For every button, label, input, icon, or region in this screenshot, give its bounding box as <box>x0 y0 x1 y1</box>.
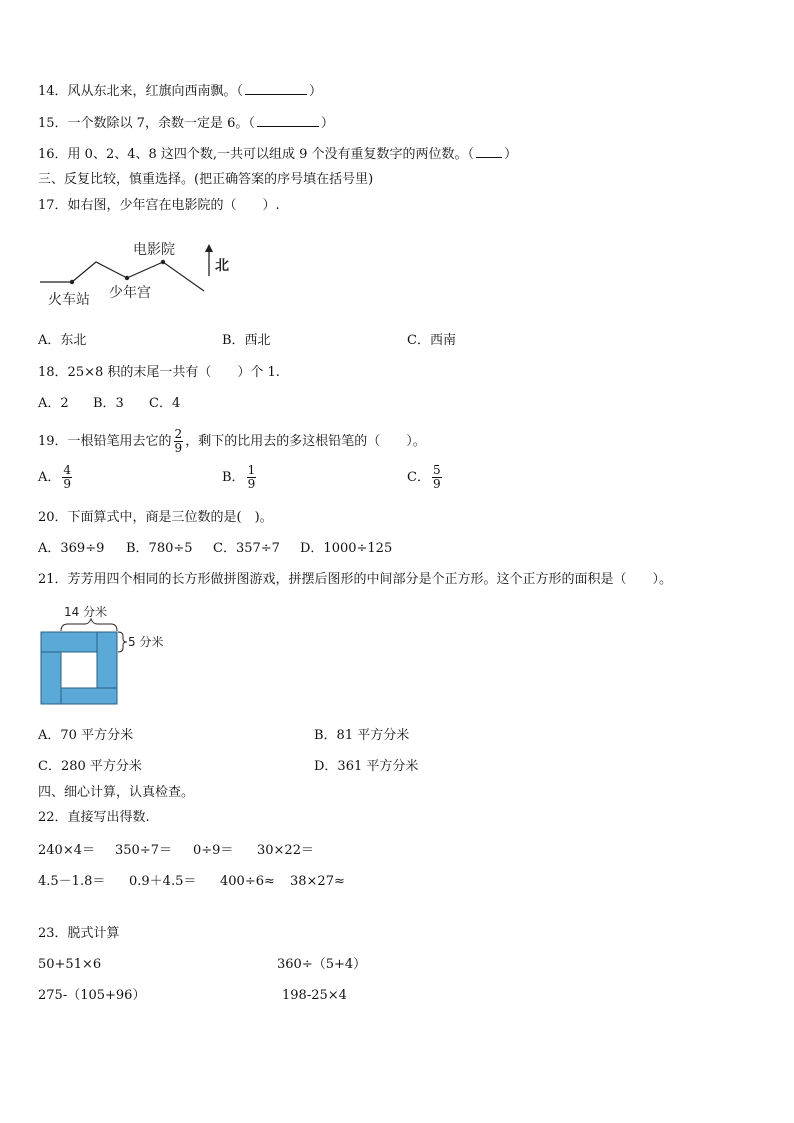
answer-blank[interactable] <box>476 145 502 158</box>
q19-option-b[interactable] <box>222 464 258 492</box>
q15-close: ） <box>320 116 334 131</box>
q18-option-b[interactable]: B．3 <box>93 396 124 411</box>
palace-dot <box>125 276 129 280</box>
q19-stem-suffix: ，剩下的比用去的多这根铅笔的（ ）。 <box>185 434 426 449</box>
north-arrow-icon <box>205 244 213 252</box>
calc-item: 360÷（5+4） <box>277 957 367 972</box>
cinema-dot <box>161 260 165 264</box>
calc-item: 50+51×6 <box>38 957 102 972</box>
question-22-stem: 22．直接写出得数. <box>38 810 150 825</box>
answer-blank[interactable] <box>245 82 307 95</box>
fraction-denominator: 9 <box>247 477 256 491</box>
length-brace <box>61 619 117 631</box>
q20-option-d[interactable]: D．1000÷125 <box>300 541 393 556</box>
width-brace <box>118 632 127 652</box>
q20-option-a[interactable]: A．369÷9 <box>38 541 105 556</box>
palace-label: 少年宫 <box>109 285 151 301</box>
section-4-heading: 四、细心计算，认真检查。 <box>38 785 195 800</box>
option-label: B． <box>222 470 245 485</box>
q20-option-b[interactable]: B．780÷5 <box>126 541 193 556</box>
option-fraction <box>62 464 72 491</box>
q17-option-b[interactable]: B．西北 <box>222 333 271 348</box>
section-3-heading: 三、反复比较，慎重选择。(把正确答案的序号填在括号里) <box>38 172 374 187</box>
q19-option-c[interactable] <box>407 464 444 492</box>
fraction-numerator: 2 <box>174 427 183 441</box>
question-18-stem: 18．25×8 积的末尾一共有（ ）个 1. <box>38 365 280 380</box>
calc-item: 30×22＝ <box>257 843 314 858</box>
question-14 <box>38 82 322 101</box>
direction-map-figure <box>36 234 246 314</box>
q14-text: 14．风从东北来，红旗向西南飘。（ <box>38 84 244 99</box>
question-16 <box>38 145 517 164</box>
square-puzzle-figure <box>36 602 186 708</box>
width-label: 5 分米 <box>128 635 164 649</box>
question-17-stem: 17．如右图，少年宫在电影院的（ ）. <box>38 198 280 213</box>
fraction-numerator: 4 <box>63 463 72 477</box>
fraction-numerator: 5 <box>432 463 441 477</box>
center-square <box>61 652 97 688</box>
q21-option-d[interactable]: D．361 平方分米 <box>314 759 419 774</box>
question-23-stem: 23．脱式计算 <box>38 926 120 941</box>
cinema-label: 电影院 <box>133 242 175 258</box>
option-label: A． <box>38 470 61 485</box>
station-label: 火车站 <box>48 292 90 308</box>
q16-close: ） <box>504 147 518 162</box>
q18-option-c[interactable]: C．4 <box>149 396 181 411</box>
rectangle-left <box>41 652 61 704</box>
question-21-stem: 21．芳芳用四个相同的长方形做拼图游戏，拼摆后图形的中间部分是个正方形。这个正方形的面积是（ ）。 <box>38 572 673 587</box>
fraction-denominator: 9 <box>174 441 183 455</box>
calc-item: 0÷9＝ <box>193 843 234 858</box>
q19-option-a[interactable] <box>38 464 74 492</box>
question-19-stem <box>38 428 426 456</box>
calc-item: 198-25×4 <box>282 988 347 1003</box>
question-15 <box>38 114 334 133</box>
calc-item: 350÷7＝ <box>115 843 172 858</box>
option-fraction <box>432 464 442 491</box>
fraction-denominator: 9 <box>63 477 72 491</box>
calc-item: 240×4＝ <box>38 843 95 858</box>
q14-close: ） <box>309 84 323 99</box>
calc-item: 275-（105+96） <box>38 988 146 1003</box>
q19-fraction <box>174 428 184 455</box>
q17-option-c[interactable]: C．西南 <box>407 333 456 348</box>
calc-item: 4.5－1.8＝ <box>38 874 106 889</box>
q21-option-b[interactable]: B．81 平方分米 <box>314 728 410 743</box>
fraction-denominator: 9 <box>432 477 441 491</box>
calc-item: 38×27≈ <box>290 874 345 889</box>
q19-stem-prefix: 19．一根铅笔用去它的 <box>38 434 172 449</box>
rectangle-bottom <box>61 688 117 704</box>
question-20-stem: 20．下面算式中，商是三位数的是( )。 <box>38 510 273 525</box>
q20-option-c[interactable]: C．357÷7 <box>213 541 280 556</box>
north-label: 北 <box>215 258 229 274</box>
calc-item: 0.9＋4.5＝ <box>129 874 197 889</box>
calc-item: 400÷6≈ <box>220 874 275 889</box>
station-dot <box>70 280 74 284</box>
q21-option-a[interactable]: A．70 平方分米 <box>38 728 134 743</box>
rectangle-top <box>41 632 97 652</box>
option-label: C． <box>407 470 430 485</box>
fraction-numerator: 1 <box>247 463 256 477</box>
q16-text: 16．用 0、2、4、8 这四个数,一共可以组成 9 个没有重复数字的两位数。（ <box>38 147 475 162</box>
rectangle-right <box>97 632 117 688</box>
q15-text: 15．一个数除以 7，余数一定是 6。（ <box>38 116 255 131</box>
length-label: 14 分米 <box>64 605 108 619</box>
q21-option-c[interactable]: C．280 平方分米 <box>38 759 142 774</box>
answer-blank[interactable] <box>257 114 319 127</box>
option-fraction <box>247 464 257 491</box>
q17-option-a[interactable]: A．东北 <box>38 333 87 348</box>
q18-option-a[interactable]: A．2 <box>38 396 69 411</box>
